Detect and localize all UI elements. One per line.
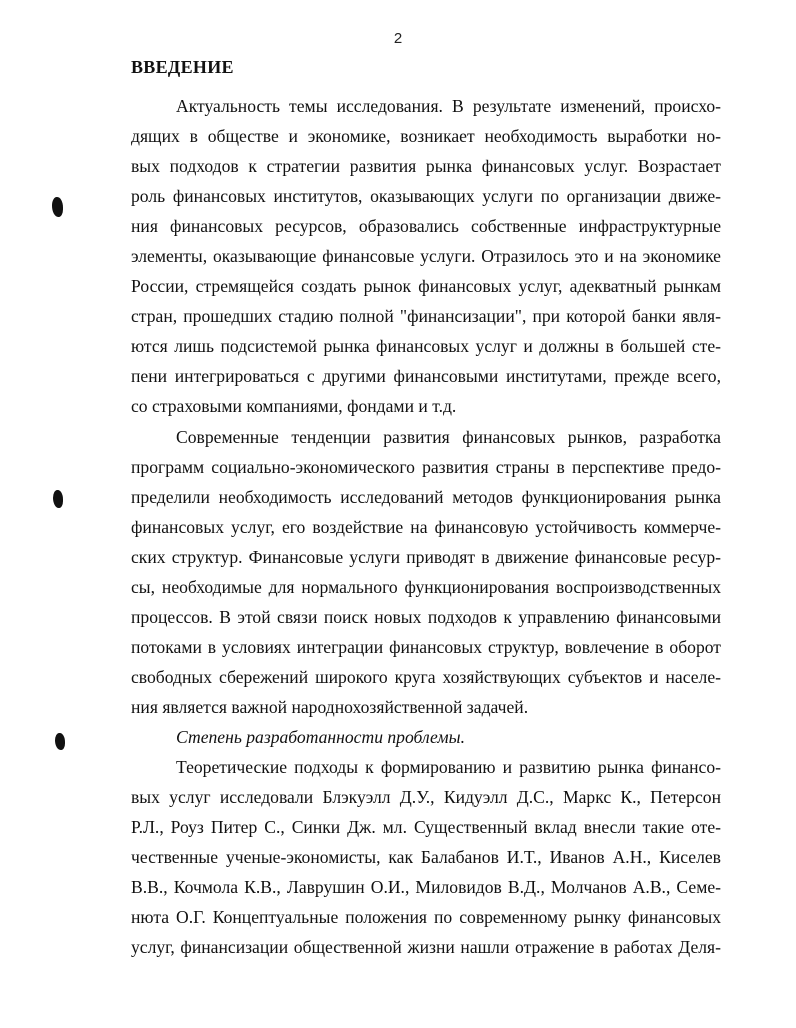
section-heading: ВВЕДЕНИЕ <box>131 57 234 77</box>
text-line: свободных сбережений широкого круга хозяйствующих субъектов и населе- <box>131 666 721 687</box>
scan-artifact-mark <box>53 490 63 508</box>
text-line: услуг, финансизации общественной жизни нашли отражение в работах Деля- <box>131 937 721 958</box>
text-line: финансовых услуг, его воздействие на финансовую устойчивость коммерче- <box>131 516 721 537</box>
text-line: Современные тенденции развития финансовых рынков, разработка <box>176 426 721 447</box>
text-line: Р.Л., Роуз Питер С., Синки Дж. мл. Существенный вклад внесли такие оте- <box>131 817 721 838</box>
text-line: ских структур. Финансовые услуги приводят в движение финансовые ресур- <box>131 546 721 567</box>
text-line: России, стремящейся создать рынок финансовых услуг, адекватный рынкам <box>131 276 721 297</box>
text-line: со страховыми компаниями, фондами и т.д. <box>131 396 457 417</box>
text-line: нюта О.Г. Концептуальные положения по современному рынку финансовых <box>131 907 721 928</box>
page-number: 2 <box>393 30 403 47</box>
scan-artifact-mark <box>52 197 63 217</box>
text-line: программ социально-экономического развития страны в перспективе предо- <box>131 456 721 477</box>
text-line: вых подходов к стратегии развития рынка финансовых услуг. Возрастает <box>131 156 721 177</box>
text-line: пределили необходимость исследований методов функционирования рынка <box>131 486 721 507</box>
text-line: роль финансовых институтов, оказывающих услуги по организации движе- <box>131 186 721 207</box>
body-text <box>131 91 721 962</box>
text-line: вых услуг исследовали Блэкуэлл Д.У., Кидуэлл Д.С., Маркс К., Петерсон <box>131 787 721 808</box>
scan-artifact-mark <box>55 733 65 750</box>
text-line: потоками в условиях интеграции финансовых структур, вовлечение в оборот <box>131 636 721 657</box>
text-line: пени интегрироваться с другими финансовыми институтами, прежде всего, <box>131 366 721 387</box>
text-line: стран, прошедших стадию полной "финансизации", при которой банки явля- <box>131 306 721 327</box>
text-line: ния является важной народнохозяйственной задачей. <box>131 696 529 717</box>
text-line: Теоретические подходы к формированию и развитию рынка финансо- <box>176 757 721 778</box>
text-line: дящих в обществе и экономике, возникает необходимость выработки но- <box>131 126 721 147</box>
text-line: сы, необходимые для нормального функционирования воспроизводственных <box>131 576 721 597</box>
text-line: ния финансовых ресурсов, образовались собственные инфраструктурные <box>131 216 721 237</box>
text-line: ются лишь подсистемой рынка финансовых услуг и должны в большей сте- <box>131 336 721 357</box>
text-line: Степень разработанности проблемы. <box>176 726 465 747</box>
text-line: Актуальность темы исследования. В результате изменений, происхо- <box>176 96 721 116</box>
text-line: чественные ученые-экономисты, как Балабанов И.Т., Иванов А.Н., Киселев <box>131 847 721 868</box>
text-line: процессов. В этой связи поиск новых подходов к управлению финансовыми <box>131 606 721 627</box>
text-line: В.В., Кочмола К.В., Лаврушин О.И., Миловидов В.Д., Молчанов А.В., Семе- <box>131 877 721 898</box>
text-line: элементы, оказывающие финансовые услуги. Отразилось это и на экономике <box>131 246 721 267</box>
